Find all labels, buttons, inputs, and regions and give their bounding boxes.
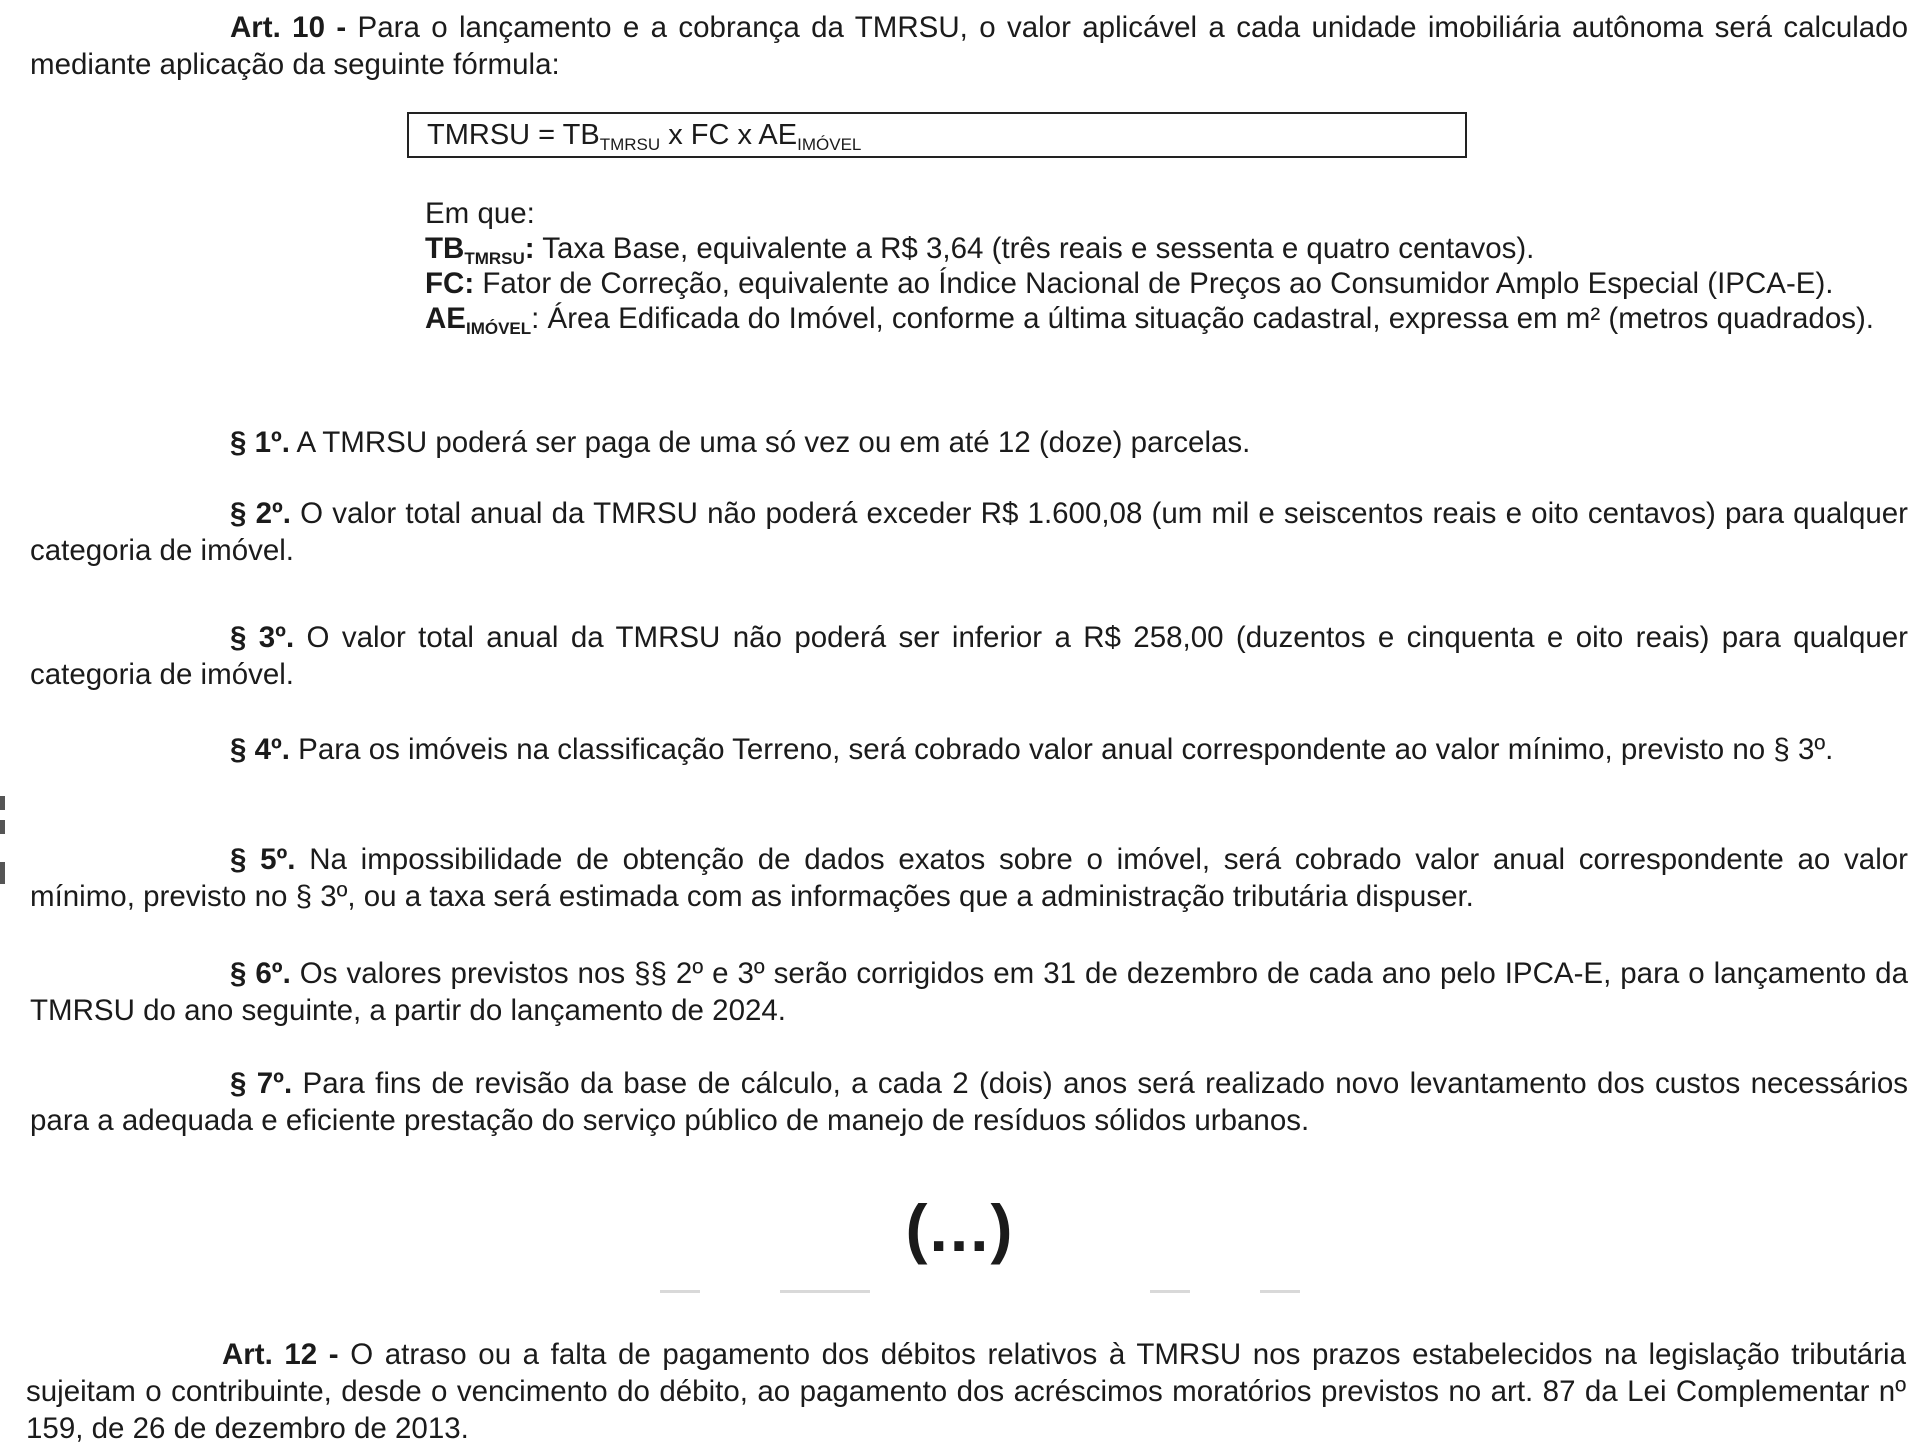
paragraph-6-text: Os valores previstos nos §§ 2º e 3º serão corrigidos em 31 de dezembro de cada ano pelo IPCA-E, para o lançamento da TMRSU do ano seguinte, a partir do lançamento de 2024. (30, 957, 1908, 1027)
definitions-intro: Em que: (425, 197, 535, 230)
definition-ae-colon: : (531, 302, 540, 335)
formula-box (407, 112, 1467, 158)
definition-fc (425, 266, 1909, 301)
definition-ae-text: Área Edificada do Imóvel, conforme a última situação cadastral, expressa em m² (metros quadrados). (539, 302, 1875, 335)
article-12-label: Art. 12 - (222, 1338, 339, 1371)
paragraph-3-text: O valor total anual da TMRSU não poderá ser inferior a R$ 258,00 (duzentos e cinquenta e oito reais) para qualquer categoria de imóvel. (30, 621, 1908, 691)
scan-artifact-line (1260, 1290, 1300, 1293)
article-12 (26, 1336, 1906, 1447)
article-12-text: O atraso ou a falta de pagamento dos débitos relativos à TMRSU nos prazos estabelecidos na legislação tributária sujeitam o contribuinte, desde o vencimento do débito, ao pagamento dos acréscimos moratórios previstos no art. 87 da Lei Complementar nº 159, de 26 de dezembro de 2013. (26, 1338, 1906, 1445)
formula-definitions (425, 196, 1909, 336)
scan-artifact-line (660, 1290, 700, 1293)
scan-edge-mark (0, 820, 5, 834)
paragraph-1-text: A TMRSU poderá ser paga de uma só vez ou em até 12 (doze) parcelas. (289, 426, 1251, 459)
definition-ae (425, 301, 1909, 336)
definition-tb-sub: TMRSU (464, 249, 525, 268)
omission-ellipsis: (...) (905, 1191, 1015, 1265)
definition-tb (425, 231, 1909, 266)
definition-tb-text: Taxa Base, equivalente a R$ 3,64 (três reais e sessenta e quatro centavos). (534, 232, 1535, 265)
definition-fc-term: FC: (425, 267, 475, 300)
paragraph-3 (30, 619, 1908, 693)
paragraph-5 (30, 841, 1908, 915)
scan-artifact-line (1150, 1290, 1190, 1293)
paragraph-5-text: Na impossibilidade de obtenção de dados exatos sobre o imóvel, será cobrado valor anual correspondente ao valor mínimo, previsto no § 3º, ou a taxa será estimada com as informações que a administração tributária dispuser. (30, 843, 1909, 913)
scan-edge-mark (0, 862, 5, 884)
article-10-text: Para o lançamento e a cobrança da TMRSU, o valor aplicável a cada unidade imobiliária autônoma será calculado mediante aplicação da seguinte fórmula: (30, 11, 1908, 81)
paragraph-4-label: § 4º. (230, 733, 290, 766)
paragraph-4 (30, 731, 1908, 768)
paragraph-2-text: O valor total anual da TMRSU não poderá exceder R$ 1.600,08 (um mil e seiscentos reais e oito centavos) para qualquer categoria de imóvel. (30, 497, 1908, 567)
paragraph-7-label: § 7º. (230, 1067, 293, 1100)
paragraph-2 (30, 495, 1908, 569)
definition-ae-sub: IMÓVEL (465, 319, 532, 338)
paragraph-2-label: § 2º. (230, 497, 291, 530)
paragraph-6-label: § 6º. (230, 957, 291, 990)
definition-ae-term: AE (425, 302, 466, 335)
paragraph-1-label: § 1º. (230, 426, 290, 459)
paragraph-4-text: Para os imóveis na classificação Terreno, será cobrado valor anual correspondente ao valor mínimo, previsto no § 3º. (289, 733, 1834, 766)
paragraph-1 (30, 424, 1908, 461)
scan-artifact-line (780, 1290, 870, 1293)
article-10 (30, 9, 1908, 83)
formula-sub-imovel: IMÓVEL (797, 135, 862, 154)
paragraph-7-text: Para fins de revisão da base de cálculo, a cada 2 (dois) anos será realizado novo levantamento dos custos necessários para a adequada e eficiente prestação do serviço público de manejo de resíduos sólidos urbanos. (30, 1067, 1909, 1137)
definition-fc-text: Fator de Correção, equivalente ao Índice Nacional de Preços ao Consumidor Amplo Especial (IPCA-E). (474, 267, 1834, 300)
formula-sub-tmrsu: TMRSU (599, 135, 661, 154)
definition-tb-colon: : (524, 232, 535, 265)
paragraph-3-label: § 3º. (230, 621, 295, 654)
formula-part-1: TMRSU = TB (427, 119, 600, 151)
paragraph-6 (30, 955, 1908, 1029)
definition-tb-term: TB (425, 232, 465, 265)
scan-edge-mark (0, 796, 5, 810)
article-10-label: Art. 10 - (230, 11, 347, 44)
paragraph-5-label: § 5º. (230, 843, 296, 876)
paragraph-7 (30, 1065, 1908, 1139)
formula-part-2: x FC x AE (660, 119, 798, 151)
